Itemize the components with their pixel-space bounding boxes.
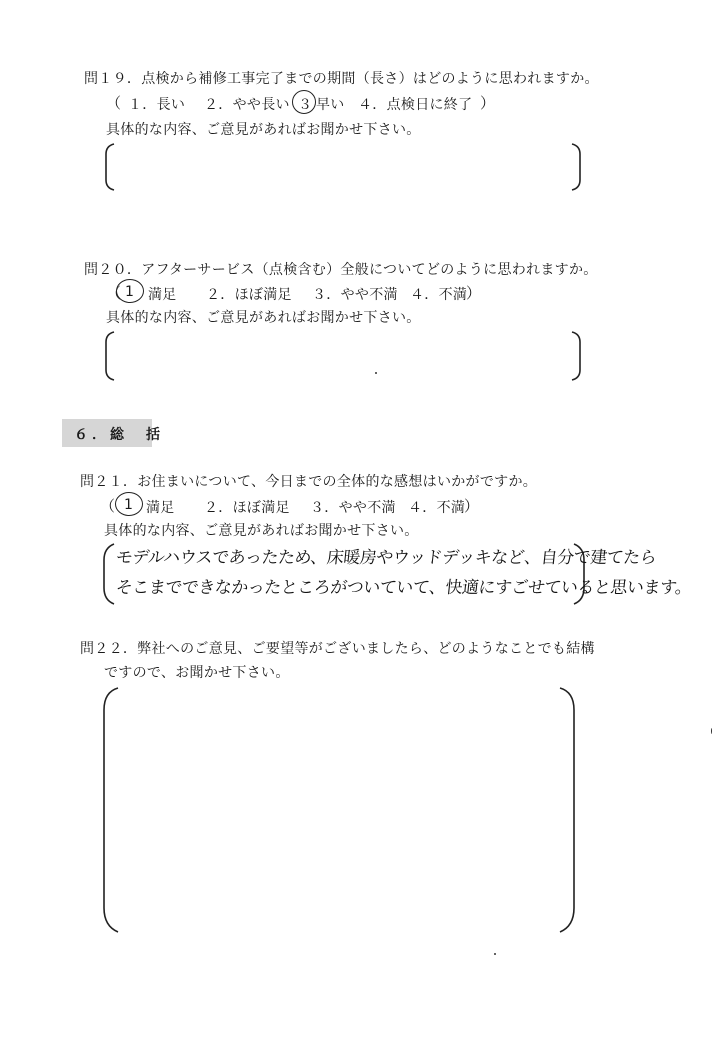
q21-title: 問２１．お住まいについて、今日までの全体的な感想はいかがですか。 [80, 474, 538, 490]
q19-option-1[interactable]: １．長い [128, 97, 186, 113]
q19-option-2[interactable]: ２．やや長い [204, 97, 290, 113]
q20-option-1-label[interactable]: 満足 [148, 287, 177, 303]
q21-option-2[interactable]: ２．ほぼ満足 [204, 500, 290, 516]
q19-open-paren: （ [106, 94, 122, 112]
q21-option-4[interactable]: ４．不満 [408, 500, 466, 516]
q21-handwritten-answer-line-2: そこまでできなかったところがついていて、快適にすごせていると思います。 [114, 578, 693, 598]
q22-title-line-2: ですので、お聞かせ下さい。 [104, 665, 290, 681]
q22-comment-box[interactable] [96, 682, 586, 938]
scan-edge-mark [711, 728, 712, 734]
stray-mark [375, 372, 377, 374]
section-6-title: ６．総 括 [74, 427, 164, 443]
q20-option-4[interactable]: ４．不満 [410, 287, 468, 303]
q21-option-1-number[interactable]: 1 [124, 497, 134, 513]
q19-prompt: 具体的な内容、ご意見があればお聞かせ下さい。 [106, 122, 421, 138]
q22-title-line-1: 問２２．弊社へのご意見、ご要望等がございましたら、どのようなことでも結構 [80, 641, 595, 657]
q21-close-paren: ） [464, 497, 480, 515]
q19-option-4[interactable]: ４．点検日に終了 [358, 97, 473, 113]
q19-option-3-number[interactable]: ３ [298, 97, 313, 113]
q20-close-paren: ） [466, 284, 482, 302]
q20-comment-box[interactable] [100, 328, 590, 384]
q20-title: 問２０．アフターサービス（点検含む）全般についてどのように思われますか。 [84, 262, 598, 278]
q21-option-1-label[interactable]: 満足 [146, 500, 175, 516]
stray-mark-bottom [494, 953, 496, 955]
q20-open-paren: （ [106, 284, 122, 302]
q21-open-paren: （ [100, 497, 116, 515]
q19-close-paren: ） [480, 94, 496, 112]
q20-option-2[interactable]: ２．ほぼ満足 [206, 287, 292, 303]
q20-prompt: 具体的な内容、ご意見があればお聞かせ下さい。 [106, 310, 421, 326]
q20-option-3[interactable]: ３．やや不満 [312, 287, 398, 303]
q21-prompt: 具体的な内容、ご意見があればお聞かせ下さい。 [104, 523, 419, 539]
q21-handwritten-answer-line-1: モデルハウスであったため、床暖房やウッドデッキなど、自分で建てたら [114, 548, 658, 568]
q20-option-1-number[interactable]: 1 [125, 284, 135, 300]
q19-option-3-label[interactable]: 早い [316, 97, 345, 113]
q21-option-3[interactable]: ３．やや不満 [310, 500, 396, 516]
q19-comment-box[interactable] [100, 140, 590, 194]
q19-title: 問１９．点検から補修工事完了までの期間（長さ）はどのように思われますか。 [84, 71, 599, 87]
